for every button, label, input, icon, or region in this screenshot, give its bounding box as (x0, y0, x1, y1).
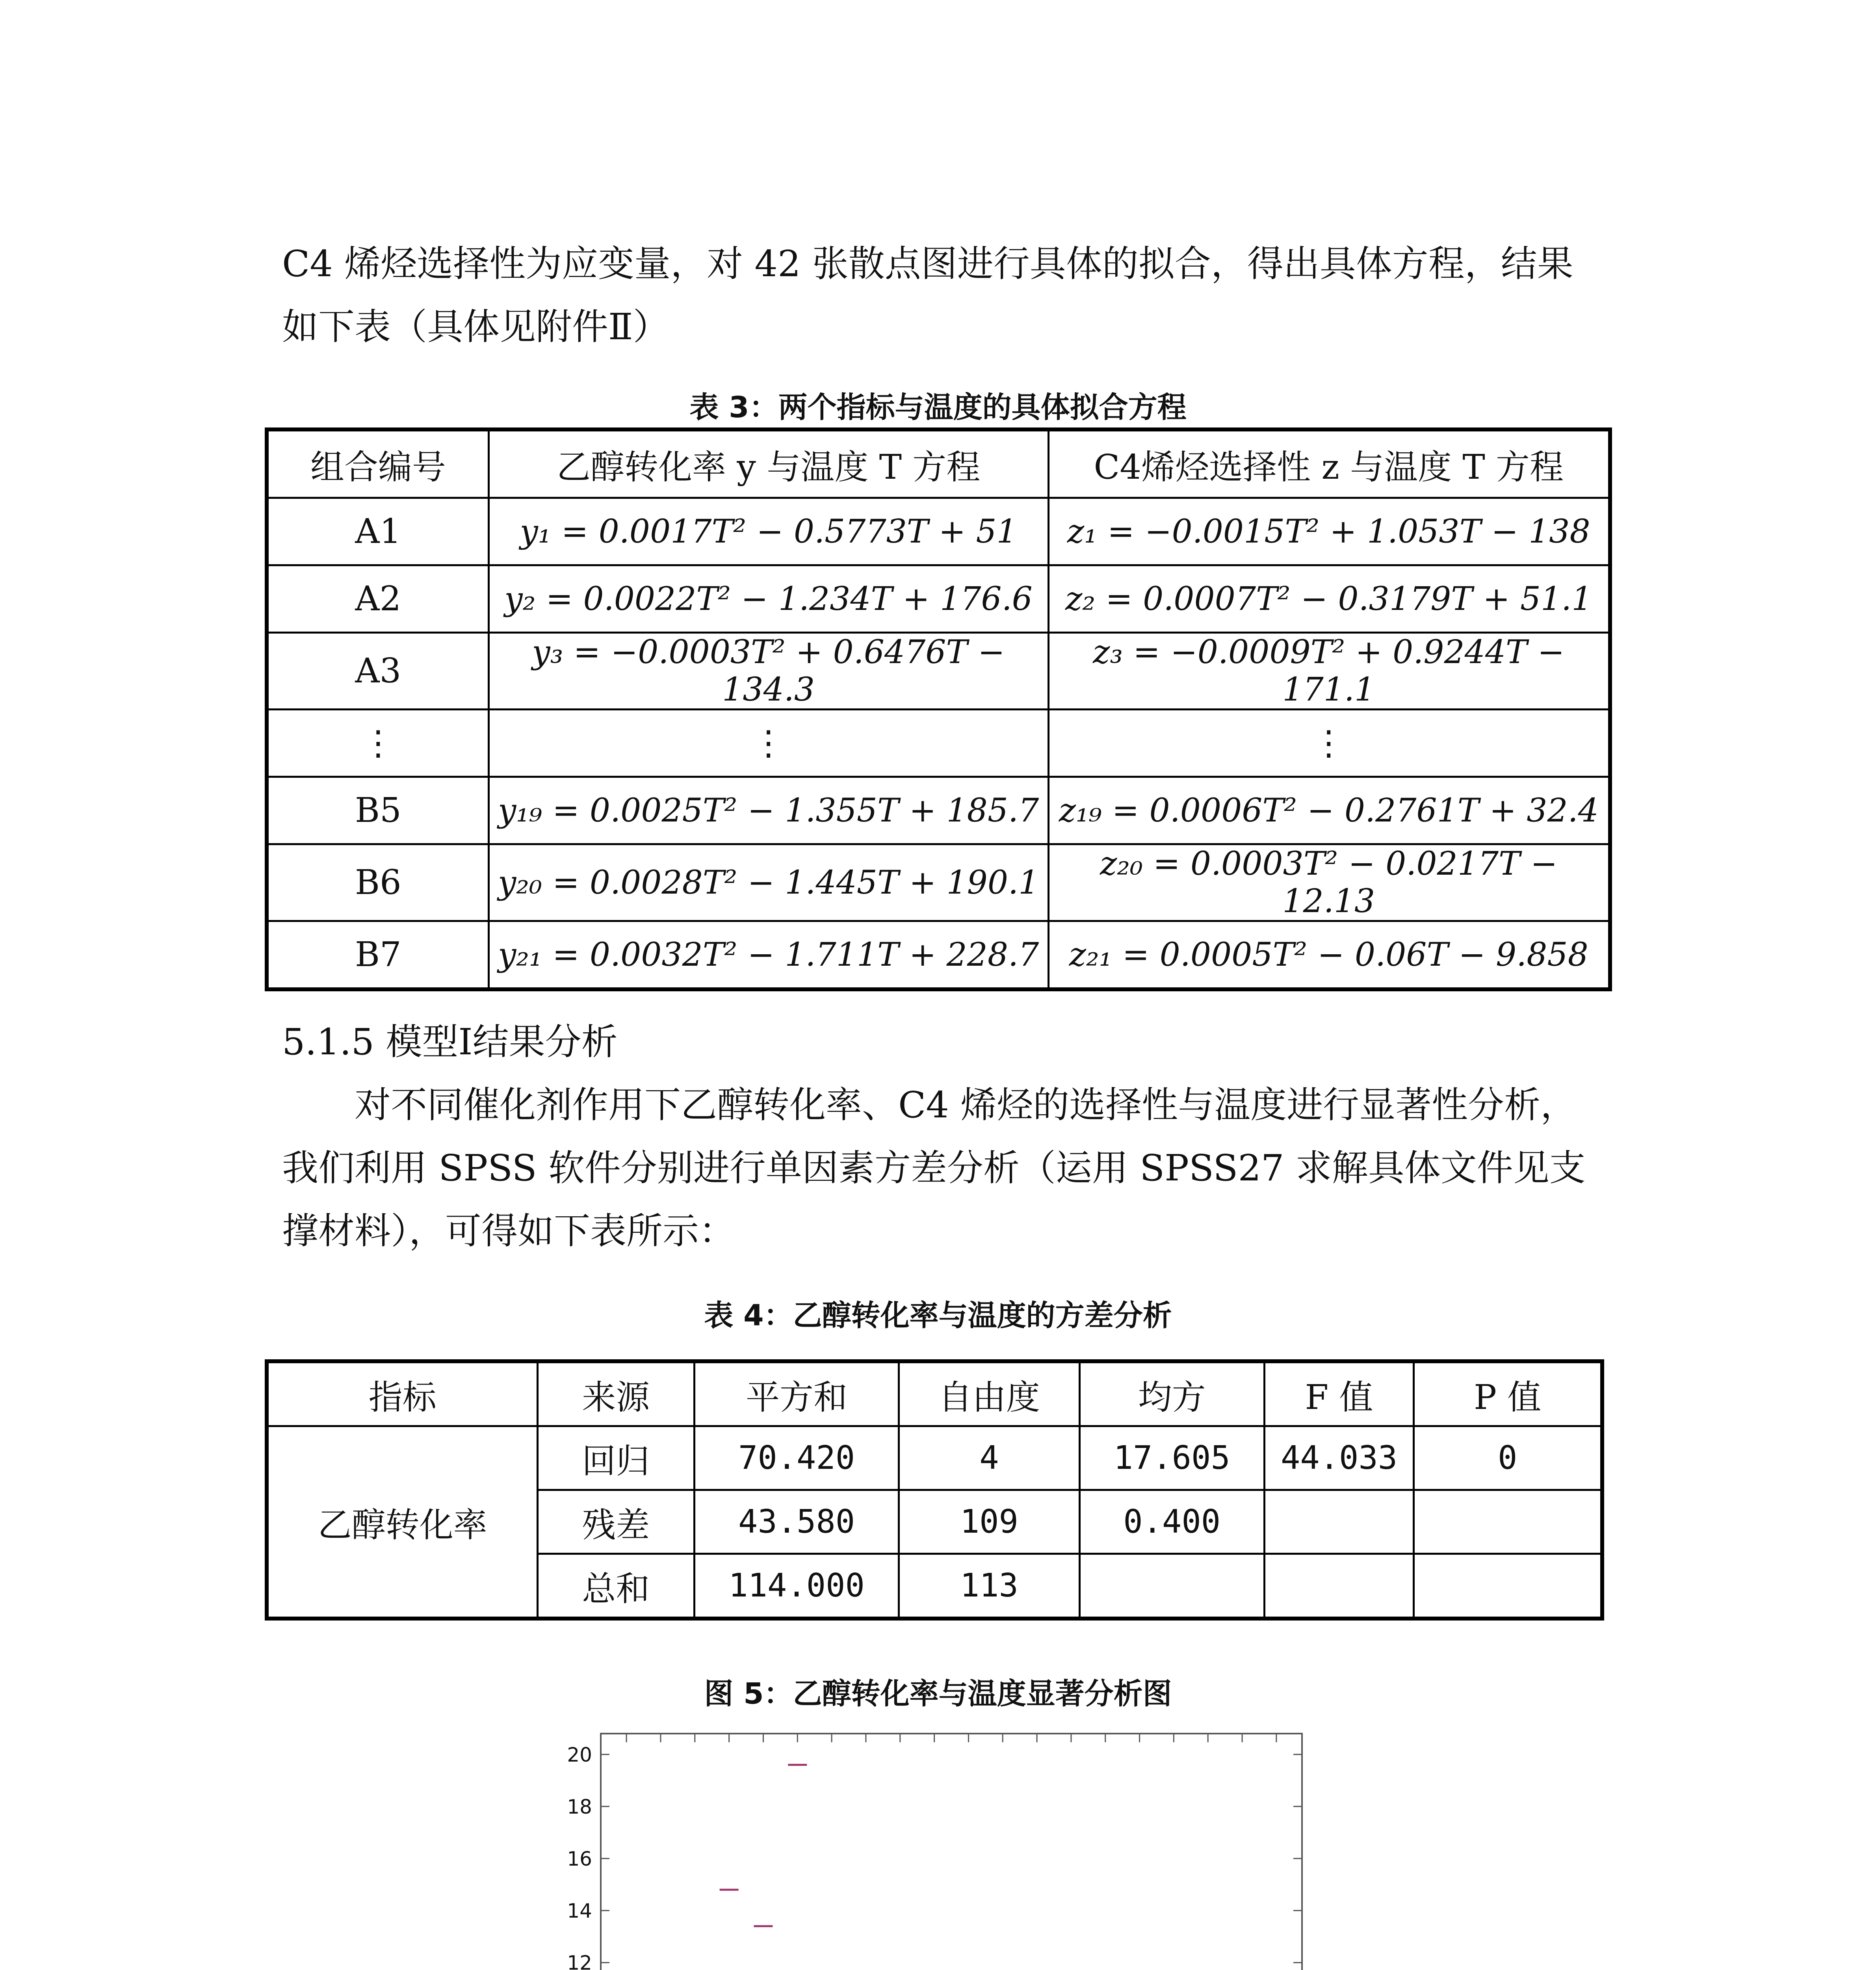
table4-caption: 表 4：乙醇转化率与温度的方差分析 (704, 1299, 1172, 1333)
table-header-cell: C4烯烃选择性 z 与温度 T 方程 (1048, 429, 1610, 498)
section-heading: 5.1.5 模型Ⅰ结果分析 (282, 1021, 618, 1063)
table-cell (1264, 1490, 1414, 1554)
table-cell: B6 (267, 844, 489, 921)
table-cell: 113 (899, 1554, 1079, 1619)
table-header-cell: 来源 (537, 1361, 694, 1426)
table-header-cell: 乙醇转化率 y 与温度 T 方程 (489, 429, 1048, 498)
table-cell: 109 (899, 1490, 1079, 1554)
table-cell: A1 (267, 498, 489, 565)
equation-cell: z₂₁ = 0.0005T² − 0.06T − 9.858 (1048, 921, 1610, 990)
equation-cell: y₂₁ = 0.0032T² − 1.711T + 228.7 (489, 921, 1048, 990)
table-cell (1414, 1490, 1602, 1554)
indicator-cell: 乙醇转化率 (267, 1426, 537, 1619)
table-cell: 70.420 (694, 1426, 899, 1490)
table-row (267, 710, 1610, 777)
equation-cell: z₁₉ = 0.0006T² − 0.2761T + 32.4 (1048, 777, 1610, 844)
table-header-cell: 指标 (267, 1361, 537, 1426)
table-cell: B7 (267, 921, 489, 990)
table-cell: 0 (1414, 1426, 1602, 1490)
table-cell: 0.400 (1079, 1490, 1264, 1554)
ellipsis-cell: ⋮ (489, 710, 1048, 777)
table-cell: 总和 (537, 1554, 694, 1619)
table-row (267, 921, 1610, 990)
y-tick-label: 18 (567, 1795, 592, 1818)
intro-paragraph: C4 烯烃选择性为应变量，对 42 张散点图进行具体的拟合，得出具体方程，结果如下表（具体见附件Ⅱ） (282, 243, 1573, 348)
table-row (267, 844, 1610, 921)
table-cell: 114.000 (694, 1554, 899, 1619)
table-cell: 回归 (537, 1426, 694, 1490)
table-header-row (267, 1361, 1602, 1426)
table-header-cell: 均方 (1079, 1361, 1264, 1426)
equation-cell: y₁ = 0.0017T² − 0.5773T + 51 (489, 498, 1048, 565)
table-cell: 17.605 (1079, 1426, 1264, 1490)
table-row (267, 1426, 1602, 1490)
equation-cell: z₂ = 0.0007T² − 0.3179T + 51.1 (1048, 565, 1610, 633)
table-cell: 44.033 (1264, 1426, 1414, 1490)
table-row (267, 498, 1610, 565)
table-cell: B5 (267, 777, 489, 844)
y-tick-label: 20 (567, 1743, 592, 1766)
table-cell: 43.580 (694, 1490, 899, 1554)
ellipsis-cell: ⋮ (267, 710, 489, 777)
table-cell: A3 (267, 633, 489, 710)
table-row (267, 777, 1610, 844)
equation-cell: y₃ = −0.0003T² + 0.6476T − 134.3 (489, 633, 1048, 710)
equation-cell: y₂₀ = 0.0028T² − 1.445T + 190.1 (489, 844, 1048, 921)
table-cell: 残差 (537, 1490, 694, 1554)
table-header-cell: 平方和 (694, 1361, 899, 1426)
table-row (267, 565, 1610, 633)
equation-cell: z₁ = −0.0015T² + 1.053T − 138 (1048, 498, 1610, 565)
table-cell: 4 (899, 1426, 1079, 1490)
table-cell (1264, 1554, 1414, 1619)
table-header-cell: 自由度 (899, 1361, 1079, 1426)
table3-caption: 表 3：两个指标与温度的具体拟合方程 (689, 390, 1187, 424)
table-header-cell: P 值 (1414, 1361, 1602, 1426)
figure5-caption: 图 5：乙醇转化率与温度显著分析图 (704, 1677, 1172, 1711)
fitting-equations-table (265, 427, 1612, 991)
table-cell: A2 (267, 565, 489, 633)
table-header-row (267, 429, 1610, 498)
table-header-cell: F 值 (1264, 1361, 1414, 1426)
equation-cell: z₃ = −0.0009T² + 0.9244T − 171.1 (1048, 633, 1610, 710)
table-header-cell: 组合编号 (267, 429, 489, 498)
anova-table (265, 1359, 1604, 1621)
ellipsis-cell: ⋮ (1048, 710, 1610, 777)
significance-chart (544, 1726, 1351, 1970)
analysis-paragraph: 对不同催化剂作用下乙醇转化率、C4 烯烃的选择性与温度进行显著性分析，我们利用 SPSS 软件分别进行单因素方差分析（运用 SPSS27 求解具体文件见支撑材料），可得如下表所示： (282, 1084, 1586, 1252)
y-tick-label: 16 (567, 1847, 592, 1871)
equation-cell: y₁₉ = 0.0025T² − 1.355T + 185.7 (489, 777, 1048, 844)
plot-frame (601, 1734, 1302, 1970)
y-tick-label: 14 (567, 1899, 592, 1923)
table-cell (1079, 1554, 1264, 1619)
table-cell (1414, 1554, 1602, 1619)
y-tick-label: 12 (567, 1951, 592, 1970)
equation-cell: y₂ = 0.0022T² − 1.234T + 176.6 (489, 565, 1048, 633)
table-row (267, 633, 1610, 710)
equation-cell: z₂₀ = 0.0003T² − 0.0217T − 12.13 (1048, 844, 1610, 921)
